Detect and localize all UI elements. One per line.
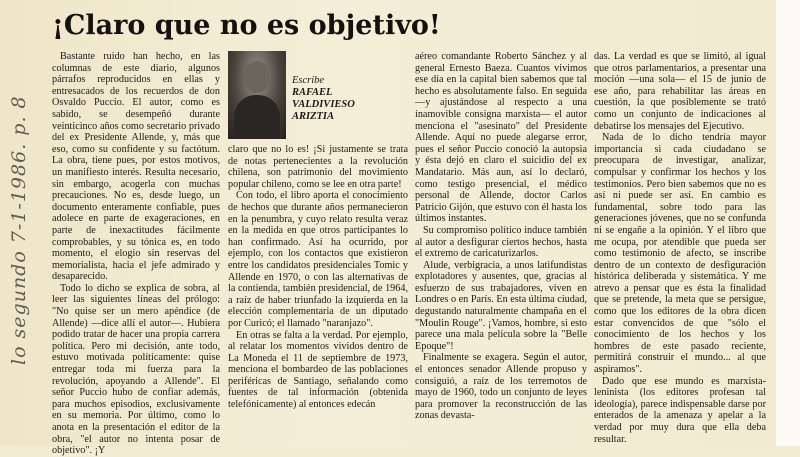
paragraph: Nada de lo dicho tendría mayor importancia si cada ciudadano se preocupara de investigar, analizar, compulsar y confirmar los hechos y los testimonios. Pero bien sabemos que no es así ni puede ser así. En cambio es fundamental, sobre todo para las generaciones jóvenes, que no se confunda ni se engañe a la opinión. Y el libro que me ocupa, por atendible que pueda ser como testimonio de afecto, se inscribe dentro de un contexto de desfiguración histórica deliberada y sistemática. Y me atrevo a pensar que es ésta la finalidad que se pretende, la meta que se persigue, como que los editores de la obra dicen estar convencidos de que "sólo el conocimiento de los hechos y los hombres de este pasado reciente, permitirá construir el mundo... al que aspiramos". — [594, 132, 766, 376]
paragraph: claro que no lo es! ¡Si justamente se trata de notas pertenecientes a la revolución chilena, son patrimonio del movimiento popular chileno, como se lee en otra parte! — [228, 144, 408, 190]
article-headline: ¡Claro que no es objetivo! — [52, 10, 441, 41]
author-name-line: ARIZTIA — [292, 111, 335, 122]
author-name-line: VALDIVIESO — [292, 99, 355, 110]
paragraph: aéreo comandante Roberto Sánchez y al general Ernesto Baeza. Cuantos vivimos ese día en la capital bien sabemos que tal hecho es absolutamente falso. En seguida —y ajustándose al respecto a una inamovible consigna marxista— el autor menciona el "asesinato" del Presidente Allende. Aquí no puede alegarse error, pues el señor Puccio conoció la autopsia y ésta dejó en claro el suicidio del ex Mandatario. Más aun, así lo declaró, como testigo presencial, el médico personal de Allende, doctor Carlos Patricio Gijón, que estuvo con él hasta los últimos instantes. — [415, 51, 587, 225]
handwritten-margin-note: lo segundo 7-1-1986. p. 8 — [8, 95, 30, 365]
paragraph: Todo lo dicho se explica de sobra, al leer las siguientes líneas del prólogo: "No quise ser un mero apéndice (de Allende) —dice allí el autor—. Hubiera podido tratar de hacer una propia carrera política. Pero mi decisión, ante todo, estuvo motivada políticamente: quise entregar toda mi fuerza para la revolución, apoyando a Allende". El señor Puccio hubo de confiar además, para muchos episodios, exclusivamente en su memoria. Por último, como lo anota en la presentación el editor de la obra, "el autor no intenta posar de objetivo". ¡Y — [52, 282, 220, 457]
paragraph: Alude, verbigracia, a unos latifundistas explotadores y ausentes, que, gracias al esfuerzo de sus trabajadores, viven en Londres o en París. En esta última ciudad, degustando naturalmente champaña en el "Moulin Rouge". ¡Vamos, hombre, si esto parece una mala película sobre la "Belle Epoque"! — [415, 259, 587, 352]
paragraph: En otras se falta a la verdad. Por ejemplo, al relatar los momentos vividos dentro de La Moneda el 11 de septiembre de 1973, menciona el bombardeo de las poblaciones periféricas de Santiago, señalando como fuentes de tal información (obtenida telefónicamente) al entonces edecán — [228, 329, 408, 411]
paragraph: Bastante ruido han hecho, en las columnas de este diario, algunos párrafos reproducidos en ellas y entresacados de los recuerdos de don Osvaldo Puccio. El autor, como es sabido, se desempeñó durante veinticinco años como secretario privado del ex Presidente Allende, y, más que eso, como su confidente y su factótum. La obra, tiene pues, por estos motivos, un manifiesto interés. Resulta necesario, sin embargo, acogerla con muchas precauciones. No es, desde luego, un documento enteramente confiable, pues adolece en parte de exageraciones, en parte de inexactitudes fácilmente comprobables, y su tónica es, en todo momento, el elogio sin reservas del memorialista, hacia el jefe admirado y desaparecido. — [52, 51, 220, 283]
byline-lead: Escribe — [292, 75, 325, 86]
paragraph: Con todo, el libro aporta el conocimiento de hechos que durante años permanecieron en la penumbra, y cuyo relato resulta veraz en la medida en que otros participantes lo han confirmado. Así ha ocurrido, por ejemplo, con los contactos que existieron entre los candidatos presidenciales Tomic y Allende en 1970, o con las alternativas de la contienda, también presidencial, de 1964, a raíz de haber triunfado la izquierda en la elección complementaria de un diputado por Curicó; el llamado "naranjazo". — [228, 190, 408, 329]
article-column-2 — [228, 144, 408, 446]
page-edge — [776, 0, 800, 446]
article-column-3 — [415, 51, 587, 446]
byline-text — [292, 51, 355, 141]
paragraph: Dado que ese mundo es marxista-leninista (los editores profesan tal ideología), parece indispensable darse por enterados de la amenaza y apelar a la verdad por muy dura que ella deba resultar. — [594, 375, 766, 445]
paragraph: Su compromiso político induce también al autor a desfigurar ciertos hechos, hasta el extremo de caricaturizarlos. — [415, 224, 587, 260]
paragraph: Finalmente se exagera. Según el autor, el entonces senador Allende propuso y consiguió, a raíz de los terremotos de mayo de 1960, todo un conjunto de leyes para promover la reconstrucción de las zonas devasta- — [415, 352, 587, 422]
paragraph: das. La verdad es que se limitó, al igual que otros parlamentarios, a presentar una moción —una sola— el 15 de junio de ese año, para rehabilitar las áreas en cuestión, la que posiblemente se trató como un conjunto de indicaciones al debatirse los mensajes del Ejecutivo. — [594, 51, 766, 132]
author-photo — [228, 51, 286, 139]
author-byline — [228, 51, 408, 141]
article-column-1 — [52, 51, 220, 457]
article-column-4 — [594, 51, 766, 446]
author-name-line: RAFAEL — [292, 87, 333, 98]
